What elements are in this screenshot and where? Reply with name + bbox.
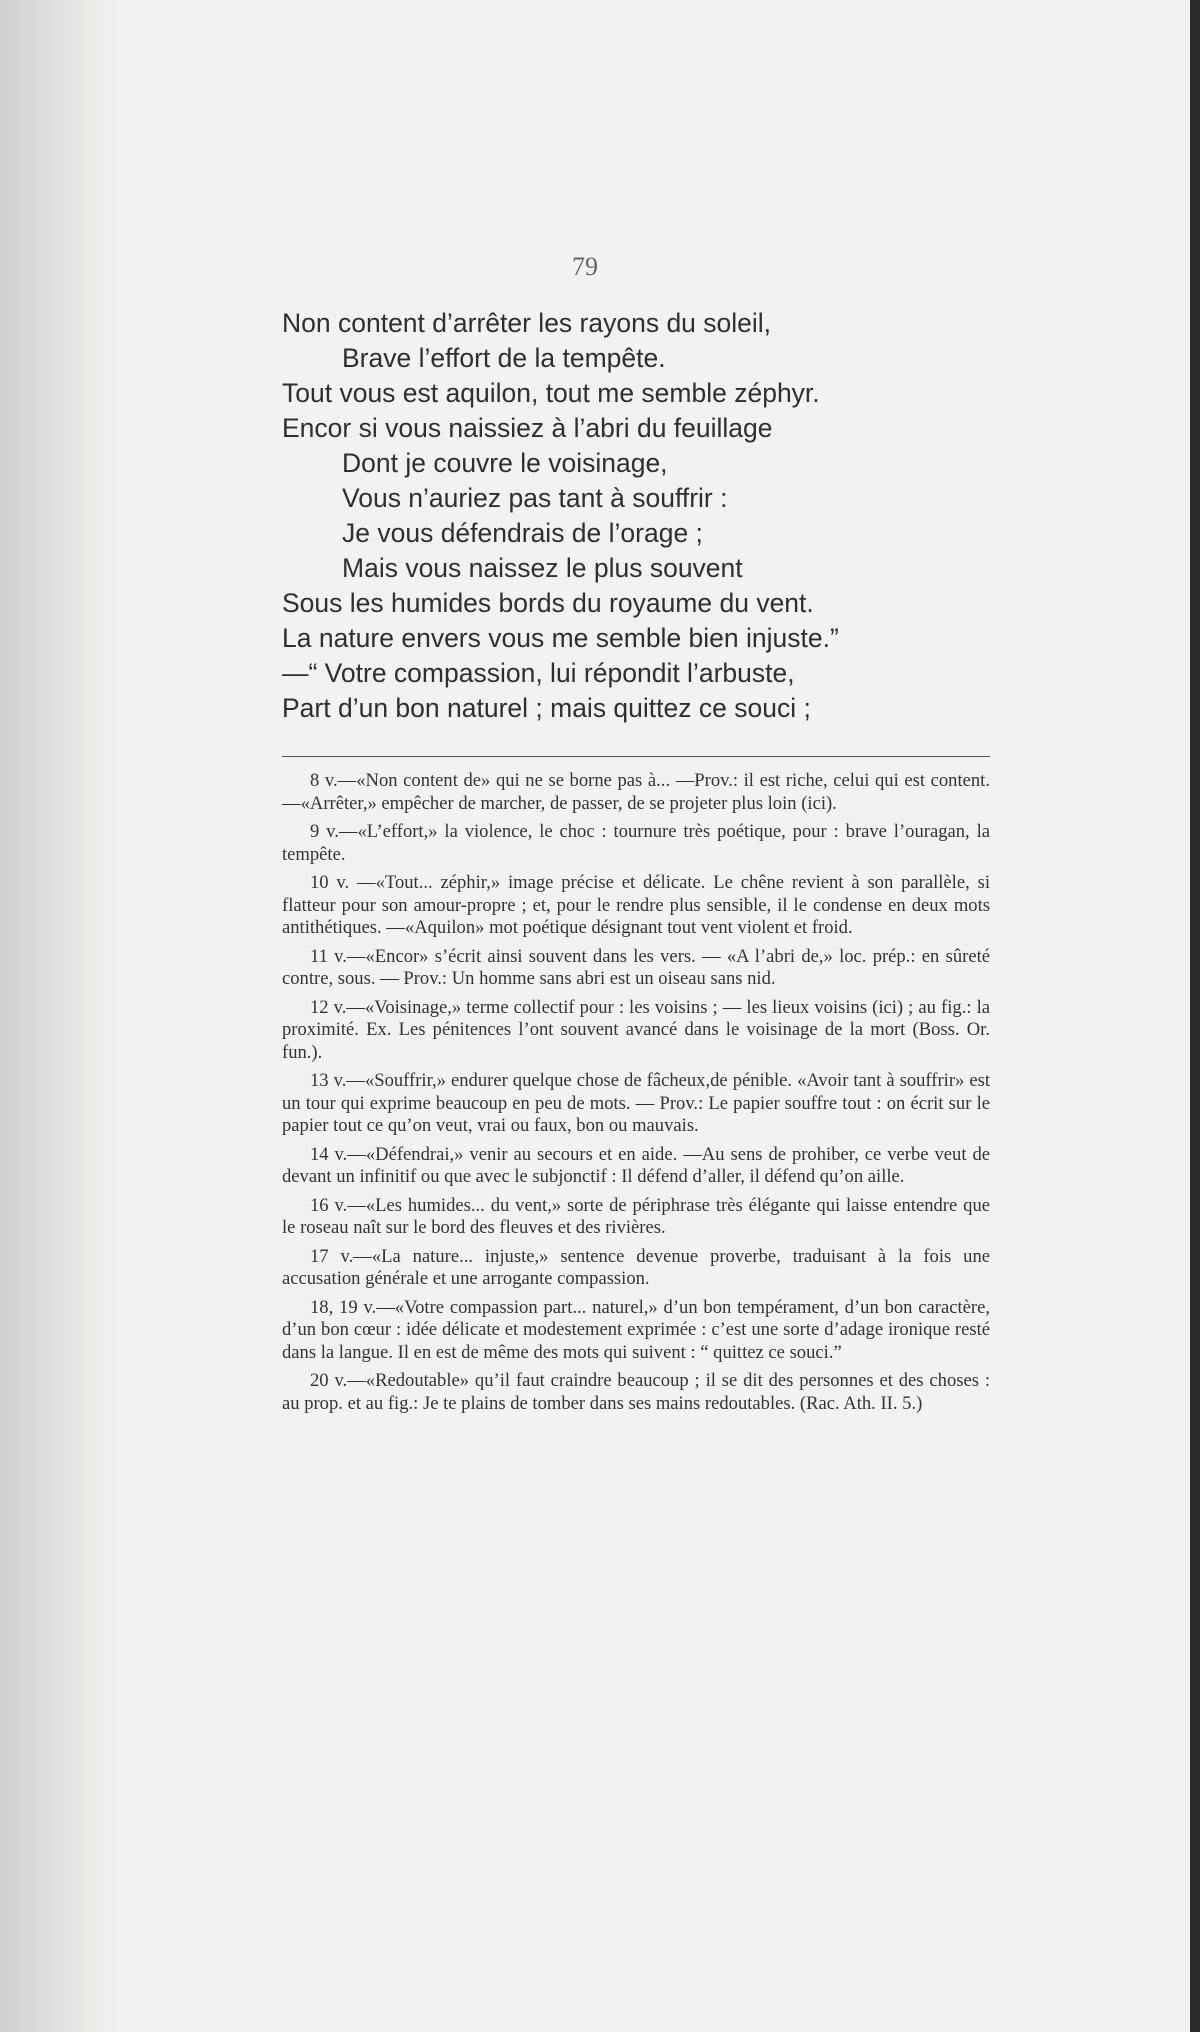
footnote: 8 v.—«Non content de» qui ne se borne pas à... —Prov.: il est riche, celui qui est content. —«Arrêter,» empêcher de marcher, de passer, de se projeter plus loin (ici). (282, 770, 990, 814)
poem-line: Sous les humides bords du royaume du vent. (282, 588, 814, 618)
poem-line: Vous n’auriez pas tant à souffrir : (342, 483, 728, 513)
page-number: 79 (572, 252, 598, 281)
poem-line: —“ Votre compassion, lui répondit l’arbuste, (282, 658, 795, 688)
footnote: 9 v.—«L’effort,» la violence, le choc : tournure très poétique, pour : brave l’ouragan, la tempête. (282, 821, 990, 865)
footnote: 10 v. —«Tout... zéphir,» image précise et délicate. Le chêne revient à son parallèle, si flatteur pour son amour-propre ; et, pour le rendre plus sensible, il le condense en deux mots antithétiques. —«Aquilon» mot poétique désignant tout vent violent et froid. (282, 872, 990, 938)
footnote: 18, 19 v.—«Votre compassion part... naturel,» d’un bon tempérament, d’un bon caractère, d’un bon cœur : idée délicate et modestement exprimée : c’est une sorte d’adage ironique resté dans la langue. Il en est de même des mots qui suivent : “ quittez ce souci.” (282, 1296, 990, 1363)
poem-line: Brave l’effort de la tempête. (342, 343, 666, 373)
poem-line: Dont je couvre le voisinage, (342, 448, 668, 478)
page-shadow (0, 0, 120, 2032)
footnote: 17 v.—«La nature... injuste,» sentence devenue proverbe, traduisant à la fois une accusation générale et une arrogante compassion. (282, 1245, 990, 1289)
poem-line: Mais vous naissez le plus souvent (342, 553, 743, 583)
footnote: 14 v.—«Défendrai,» venir au secours et en aide. —Au sens de prohiber, ce verbe veut de devant un infinitif ou que avec le subjonctif : Il défend d’aller, il défend qu’on aille. (282, 1143, 990, 1187)
footnotes (282, 770, 990, 1421)
footnote: 20 v.—«Redoutable» qu’il faut craindre beaucoup ; il se dit des personnes et des choses : au prop. et au fig.: Je te plains de tomber dans ses mains redoutables. (Rac. Ath. II. 5.) (282, 1370, 990, 1414)
poem-verses (282, 306, 922, 726)
footnote-divider (282, 756, 990, 757)
poem-line: Je vous défendrais de l’orage ; (342, 518, 703, 548)
poem-line: La nature envers vous me semble bien injuste.” (282, 623, 839, 653)
footnote: 12 v.—«Voisinage,» terme collectif pour : les voisins ; — les lieux voisins (ici) ; au fig.: la proximité. Ex. Les pénitences l’ont souvent avancé dans le voisinage de la mort (Boss. Or. fun.). (282, 996, 990, 1063)
poem-line: Part d’un bon naturel ; mais quittez ce souci ; (282, 693, 811, 723)
footnote: 13 v.—«Souffrir,» endurer quelque chose de fâcheux,de pénible. «Avoir tant à souffrir» est un tour qui exprime beaucoup en peu de mots. — Prov.: Le papier souffre tout : on écrit sur le papier tout ce qu’on veut, vrai ou faux, bon ou mauvais. (282, 1070, 990, 1136)
poem-line: Non content d’arrêter les rayons du soleil, (282, 308, 772, 338)
footnote: 16 v.—«Les humides... du vent,» sorte de périphrase très élégante qui laisse entendre que le roseau naît sur le bord des fleuves et des rivières. (282, 1194, 990, 1238)
poem-line: Encor si vous naissiez à l’abri du feuillage (282, 413, 773, 443)
scan-edge (1190, 0, 1200, 2032)
poem-line: Tout vous est aquilon, tout me semble zéphyr. (282, 378, 820, 408)
footnote: 11 v.—«Encor» s’écrit ainsi souvent dans les vers. — «A l’abri de,» loc. prép.: en sûreté contre, sous. — Prov.: Un homme sans abri est un oiseau sans nid. (282, 945, 990, 989)
